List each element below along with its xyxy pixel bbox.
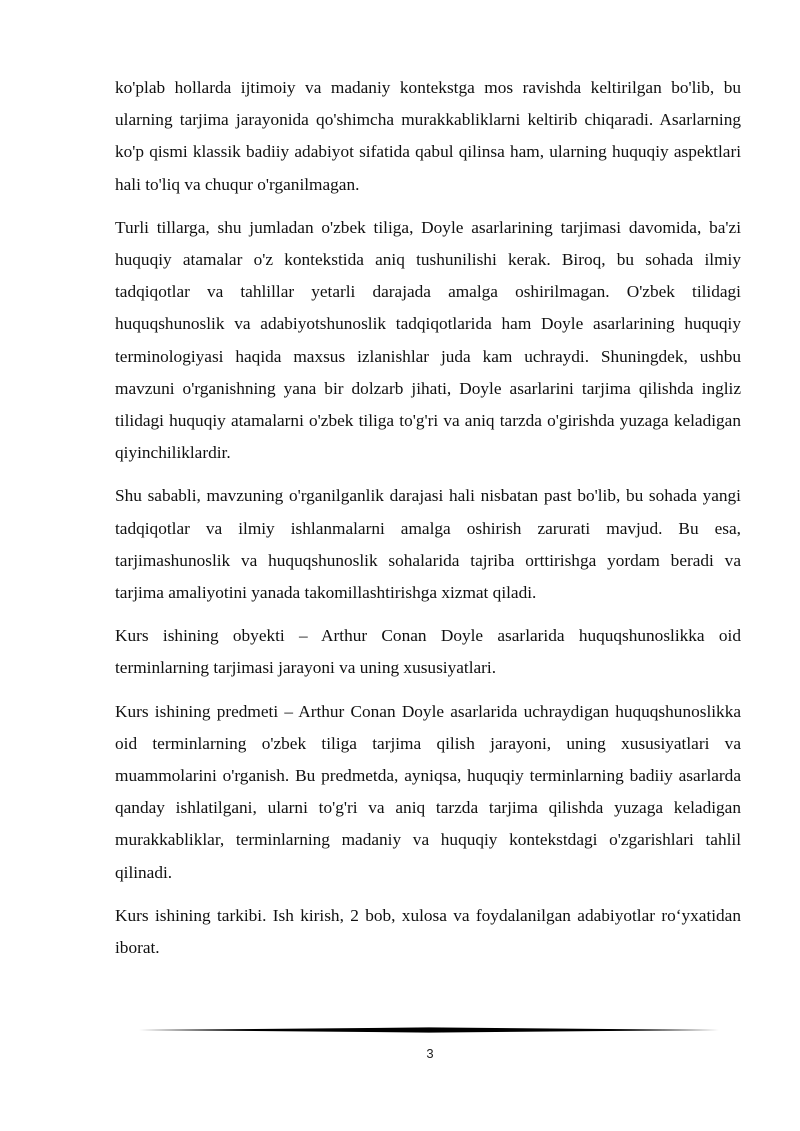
page-number: 3 bbox=[426, 1046, 434, 1061]
footer-divider-line bbox=[139, 1027, 719, 1033]
body-text bbox=[115, 72, 741, 975]
paragraph-subject: Kurs ishining predmeti – Arthur Conan Doyle asarlarida uchraydigan huquqshunoslikka oid terminlarning o'zbek tiliga tarjima qilish jarayoni, uning xususiyatlari va muammolarini o'rganish. Bu predmetda, ayniqsa, huquqiy terminlarning badiiy asarlarda qanday ishlatilgani, ularni to'g'ri va aniq tarzda tarjima qilishda yuzaga keladigan murakkabliklar, terminlarning madaniy va huquqiy kontekstdagi o'zgarishlari tahlil qilinadi. bbox=[115, 701, 741, 882]
paragraph-research-level: Shu sababli, mavzuning o'rganilganlik darajasi hali nisbatan past bo'lib, bu sohada yangi tadqiqotlar va ilmiy ishlanmalarni amalga oshirish zarurati mavjud. Bu esa, tarjimashunoslik va huquqshunoslik sohalarida tajriba orttirishga yordam beradi va tarjima amaliyotini yanada takomillashtirishga xizmat qiladi. bbox=[115, 486, 741, 603]
paragraph-object: Kurs ishining obyekti – Arthur Conan Doyle asarlarida huquqshunoslikka oid terminlarning tarjimasi jarayoni va uning xususiyatlari. bbox=[115, 626, 741, 678]
paragraph-structure: Kurs ishining tarkibi. Ish kirish, 2 bob, xulosa va foydalanilgan adabiyotlar ro‘yxatidan iborat. bbox=[115, 905, 741, 958]
paragraph-continuation: ko'plab hollarda ijtimoiy va madaniy kontekstga mos ravishda keltirilgan bo'lib, bu ularning tarjima jarayonida qo'shimcha murakkabliklarni keltirib chiqaradi. Asarlarning ko'p qismi klassik badiiy adabiyot sifatida qabul qilinsa ham, ularning huquqiy aspektlari hali to'liq va chuqur o'rganilmagan. bbox=[115, 78, 741, 194]
footer-divider bbox=[139, 1027, 719, 1033]
paragraph-translation-context: Turli tillarga, shu jumladan o'zbek tiliga, Doyle asarlarining tarjimasi davomida, ba'zi huquqiy atamalar o'z kontekstida aniq tushunilishi kerak. Biroq, bu sohada ilmiy tadqiqotlar va tahlillar yetarli darajada amalga oshirilmagan. O'zbek tilidagi huquqshunoslik va adabiyotshunoslik tadqiqotlarida ham Doyle asarlarining huquqiy terminologiyasi haqida maxsus izlanishlar juda kam uchraydi. Shuningdek, ushbu mavzuni o'rganishning yana bir dolzarb jihati, Doyle asarlarini tarjima qilishda ingliz tilidagi huquqiy atamalarni o'zbek tiliga to'g'ri va aniq tarzda o'girishda yuzaga keladigan qiyinchiliklardir. bbox=[115, 217, 741, 463]
